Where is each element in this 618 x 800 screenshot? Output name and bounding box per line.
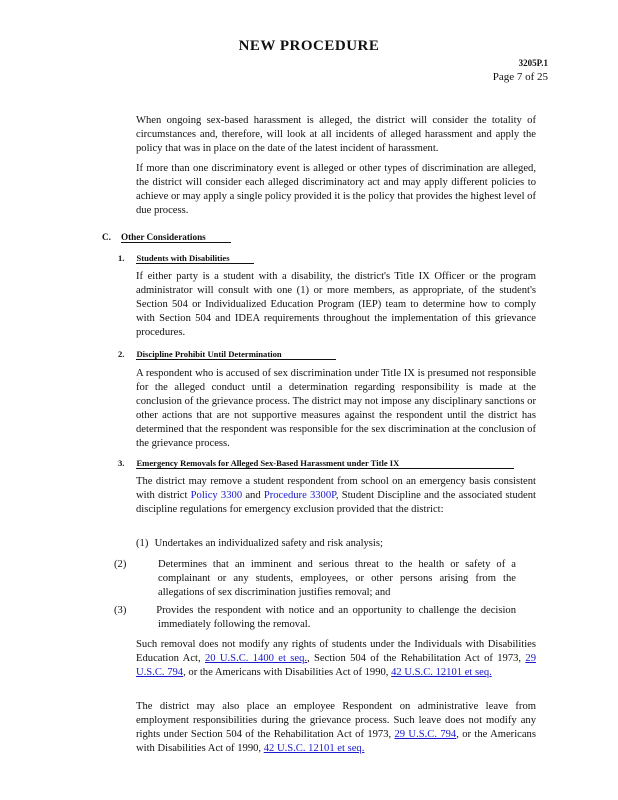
policy-3300-link[interactable]: Policy 3300	[190, 489, 243, 501]
subsection-heading-3	[118, 458, 514, 469]
list-number: (2)	[114, 559, 127, 570]
discipline-paragraph: A respondent who is accused of sex discrimination under Title IX is presumed not responsible for the alleged conduct until a determination regarding responsibility is made at the conclusion of the grievance process. The district may not impose any disciplinary sanctions or other actions that are not supportive measures against the respondent until the district has determined that the respondent was responsible for the sex discrimination at the conclusion of the grievance process.	[136, 368, 536, 449]
page-number: Page 7 of 25	[492, 71, 548, 83]
paragraph-text: , or the Americans with Disabilities Act of 1990,	[183, 666, 389, 678]
list-number: (1)	[136, 538, 149, 549]
paragraph-text: , or the Americans with Disabilities Act of 1990,	[136, 728, 536, 754]
usc-1400-link[interactable]: 20 U.S.C. 1400 et seq.	[204, 652, 308, 664]
document-number: 3205P.1	[518, 58, 548, 68]
intro-paragraph-2: If more than one discriminatory event is alleged or other types of discrimination are alleged, the district will consider each alleged discriminatory act and may apply different policies to achieve or may apply a single policy provided it is the policy that provides the highest level of due process.	[136, 163, 536, 216]
subsection-title: Students with Disabilities	[136, 253, 254, 264]
usc-794-link[interactable]: 29 U.S.C. 794	[394, 728, 457, 740]
section-title: Other Considerations	[121, 232, 231, 243]
list-item	[136, 537, 516, 551]
list-text: Determines that an imminent and serious threat to the health or safety of a complainant or any students, employees, or other persons arising from the allegations of sex discrimination justifies removal; and	[158, 559, 516, 598]
emergency-removal-paragraph	[136, 475, 536, 517]
paragraph-text: , Section 504 of the Rehabilitation Act of 1973,	[307, 652, 522, 664]
paragraph-text: , Student Discipline and the associated student discipline regulations for emergency exclusion provided that the district:	[136, 489, 536, 515]
list-item	[114, 558, 516, 600]
subsection-title: Emergency Removals for Alleged Sex-Based Harassment under Title IX	[136, 458, 514, 469]
usc-12101-link[interactable]: 42 U.S.C. 12101 et seq.	[263, 742, 365, 754]
subsection-title: Discipline Prohibit Until Determination	[136, 349, 336, 360]
usc-12101-link[interactable]: 42 U.S.C. 12101 et seq.	[391, 666, 492, 678]
students-disabilities-paragraph: If either party is a student with a disability, the district's Title IX Officer or the program administrator will consult with one (1) or more members, as appropriate, of the student's Section 504 or Individualized Education Program (IEP) team to determine how to comply with Section 504 and IDEA requirements throughout the implementation of this grievance procedures.	[136, 271, 536, 338]
subsection-number: 3.	[118, 458, 125, 468]
subsection-number: 2.	[118, 349, 125, 359]
section-letter: C.	[102, 232, 111, 242]
administrative-leave-paragraph	[136, 700, 536, 756]
subsection-heading-2	[118, 349, 336, 360]
section-heading	[102, 232, 231, 243]
subsection-number: 1.	[118, 253, 125, 263]
removal-rights-paragraph	[136, 638, 536, 680]
paragraph-text: The district may remove a student respondent from school on an emergency basis consistent with district	[136, 476, 536, 501]
procedure-3300p-link[interactable]: Procedure 3300P	[263, 489, 336, 501]
paragraph-text: and	[245, 489, 261, 501]
paragraph-text: Such removal does not modify any rights of students under the Individuals with Disabilities Education Act,	[136, 639, 536, 664]
list-number: (3)	[114, 605, 127, 616]
intro-paragraph-1: When ongoing sex-based harassment is alleged, the district will consider the totality of circumstances and, therefore, will look at all incidents of alleged harassment and apply the policy that was in place on the date of the latest incident of harassment.	[136, 115, 536, 154]
list-text: Undertakes an individualized safety and risk analysis;	[154, 538, 383, 549]
subsection-heading-1	[118, 253, 254, 264]
usc-794-link[interactable]: 29 U.S.C. 794	[136, 652, 536, 678]
list-item	[114, 604, 516, 632]
list-text: Provides the respondent with notice and an opportunity to challenge the decision immediately following the removal.	[156, 605, 516, 630]
page-title: NEW PROCEDURE	[238, 38, 380, 54]
paragraph-text: The district may also place an employee Respondent on administrative leave from employment responsibilities during the grievance process. Such leave does not modify any rights under Section 504 of the Rehabilitation Act of 1973,	[136, 701, 536, 740]
